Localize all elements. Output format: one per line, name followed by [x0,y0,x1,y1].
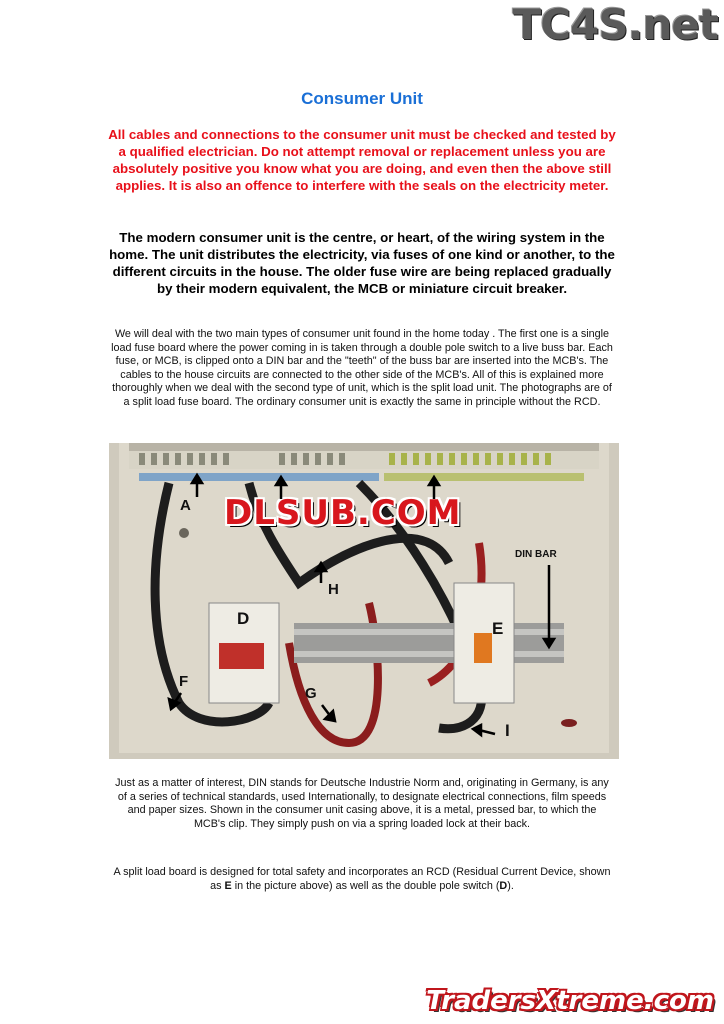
split-load-text-2: in the picture above) as well as the double pole switch ( [231,879,500,892]
split-load-text-1: A split load board is designed for total safety and incorporates an RCD (Residual Current Device, shown as [113,866,611,892]
label-d: D [237,609,250,628]
label-g: G [305,685,317,702]
arrow-icons [109,443,619,759]
label-f: F [179,673,189,690]
watermark-dlsub: DLSUB.COM [224,493,462,533]
site-logo-tradersxtreme: TradersXtreme.com [426,986,714,1016]
label-h: H [328,581,339,598]
site-logo-tc4s: TC4S.net [512,0,718,49]
label-din-bar: DIN BAR [515,549,557,560]
consumer-unit-photo [109,443,619,759]
split-load-bold-d: D [499,879,508,892]
split-load-text-3: ). [507,879,514,892]
label-a: A [180,497,191,514]
body-paragraph-din: Just as a matter of interest, DIN stands for Deutsche Industrie Norm and, originating in Germany, is any of a series of technical standards, used Internationally, to designate electrical connections, film speeds and paper sizes. Shown in the consumer unit casing above, it is a metal, pressed bar, to which the MCB's clip. They simply push on via a spring loaded lock at their back. [115,777,609,830]
intro-paragraph: The modern consumer unit is the centre, or heart, of the wiring system in the home. The unit distributes the electricity, via fuses of one kind or another, to the different circuits in the house. The older fuse wire are being replaced gradually by their modern equivalent, the MCB or miniature circuit breaker. [109,230,615,296]
split-load-bold-e: E [224,879,232,892]
safety-warning: All cables and connections to the consumer unit must be checked and tested by a qualified electrician. Do not attempt removal or replacement unless you are absolutely positive you know what you are doing, and even then the above still applies. It is also an offence to interfere with the seals on the electricity meter. [108,127,616,193]
label-e: E [492,619,504,638]
label-i: I [505,721,510,740]
body-paragraph-split-load [112,866,612,893]
page-title: Consumer Unit [301,89,423,108]
body-paragraph-types: We will deal with the two main types of consumer unit found in the home today . The first one is a single load fuse board where the power coming in is taken through a double pole switch to a live buss bar. Each fuse, or MCB, is clipped onto a DIN bar and the "teeth" of the buss bar are inserted into the MCB's. The cables to the house circuits are connected to the other side of the MCB's. All of this is explained more thoroughly when we deal with the second type of unit, which is the split load unit. The photographs are of a split load fuse board. The ordinary consumer unit is exactly the same in principle without the RCD. [111,328,613,408]
